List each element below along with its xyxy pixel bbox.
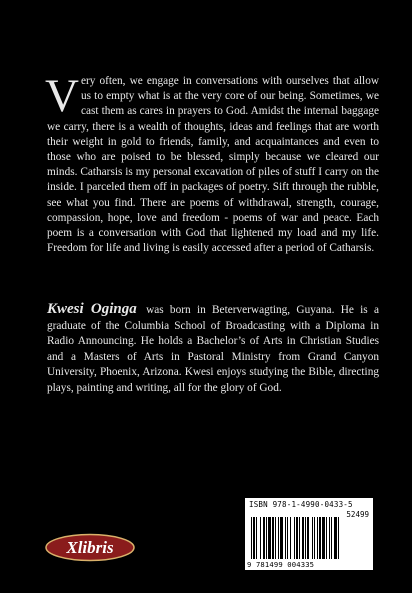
cover-blurb — [45, 70, 379, 256]
barcode-bar — [305, 517, 306, 559]
barcode-bar — [260, 517, 261, 559]
barcode-bar — [307, 517, 309, 559]
barcode-digits: 9 781499 004335 — [247, 560, 315, 569]
barcode-bar — [334, 517, 337, 559]
barcode-bar — [272, 517, 274, 559]
barcode-bar — [302, 517, 304, 559]
logo-text: Xlibris — [66, 538, 114, 557]
barcode-bar — [326, 517, 327, 559]
isbn-barcode — [245, 498, 373, 570]
barcode-bar — [266, 517, 267, 559]
barcode-bar — [268, 517, 271, 559]
barcode-bar — [299, 517, 300, 559]
barcode-bar — [296, 517, 298, 559]
barcode-bar — [280, 517, 283, 559]
barcode-bar — [287, 517, 288, 559]
barcode-bar — [253, 517, 255, 559]
barcode-bar — [275, 517, 276, 559]
barcode-bar — [285, 517, 286, 559]
barcode-bar — [329, 517, 330, 559]
price-code: 52499 — [346, 510, 369, 519]
barcode-bar — [331, 517, 332, 559]
barcode-bar — [256, 517, 257, 559]
barcode-bar — [294, 517, 295, 559]
isbn-label: ISBN 978-1-4990-0433-5 — [249, 500, 353, 509]
publisher-logo — [44, 532, 136, 563]
barcode-bars — [249, 509, 371, 561]
barcode-bar — [322, 517, 325, 559]
barcode-bar — [338, 517, 339, 559]
drop-cap: V — [45, 70, 79, 122]
blurb-text: ery often, we engage in conversations with ourselves that allow us to empty what is at the very core of our being. Sometimes, we cast them as cares in prayers to God. Amidst the internal baggage we carry, there is a wealth of thoughts, ideas and feelings that are worth their weight in gold to friends, family, and acquaintances and even to those who are poised to be blessed, simply because we cleared our minds. Catharsis is my personal excavation of piles of stuff I carry on the inside. I parceled them off in packages of poetry. Sift through the rubble, see what you find. There are poems of withdrawal, strength, courage, compassion, hope, love and freedom - poems of war and peace. Each poem is a conversation with God that lightened my load and my life. Freedom for life and living is easily accessed after a period of Catharsis. — [47, 75, 379, 255]
barcode-bar — [317, 517, 318, 559]
barcode-bar — [314, 517, 315, 559]
barcode-bar — [251, 517, 252, 559]
barcode-bar — [278, 517, 279, 559]
author-name: Kwesi Oginga — [47, 301, 137, 317]
author-bio-text: was born in Beterverwagting, Guyana. He is a graduate of the Columbia School of Broadcasting with a Diploma in Radio Announcing. He holds a Bachelor’s of Arts in Christian Studies and a Masters of Arts in Pastoral Ministry from Grand Canyon University, Phoenix, Arizona. Kwesi enjoys studying the Bible, directing plays, painting and writing, all for the glory of God. — [47, 304, 380, 394]
author-bio — [47, 302, 379, 397]
barcode-bar — [263, 517, 265, 559]
barcode-bar — [319, 517, 321, 559]
barcode-bar — [312, 517, 313, 559]
barcode-bar — [290, 517, 291, 559]
